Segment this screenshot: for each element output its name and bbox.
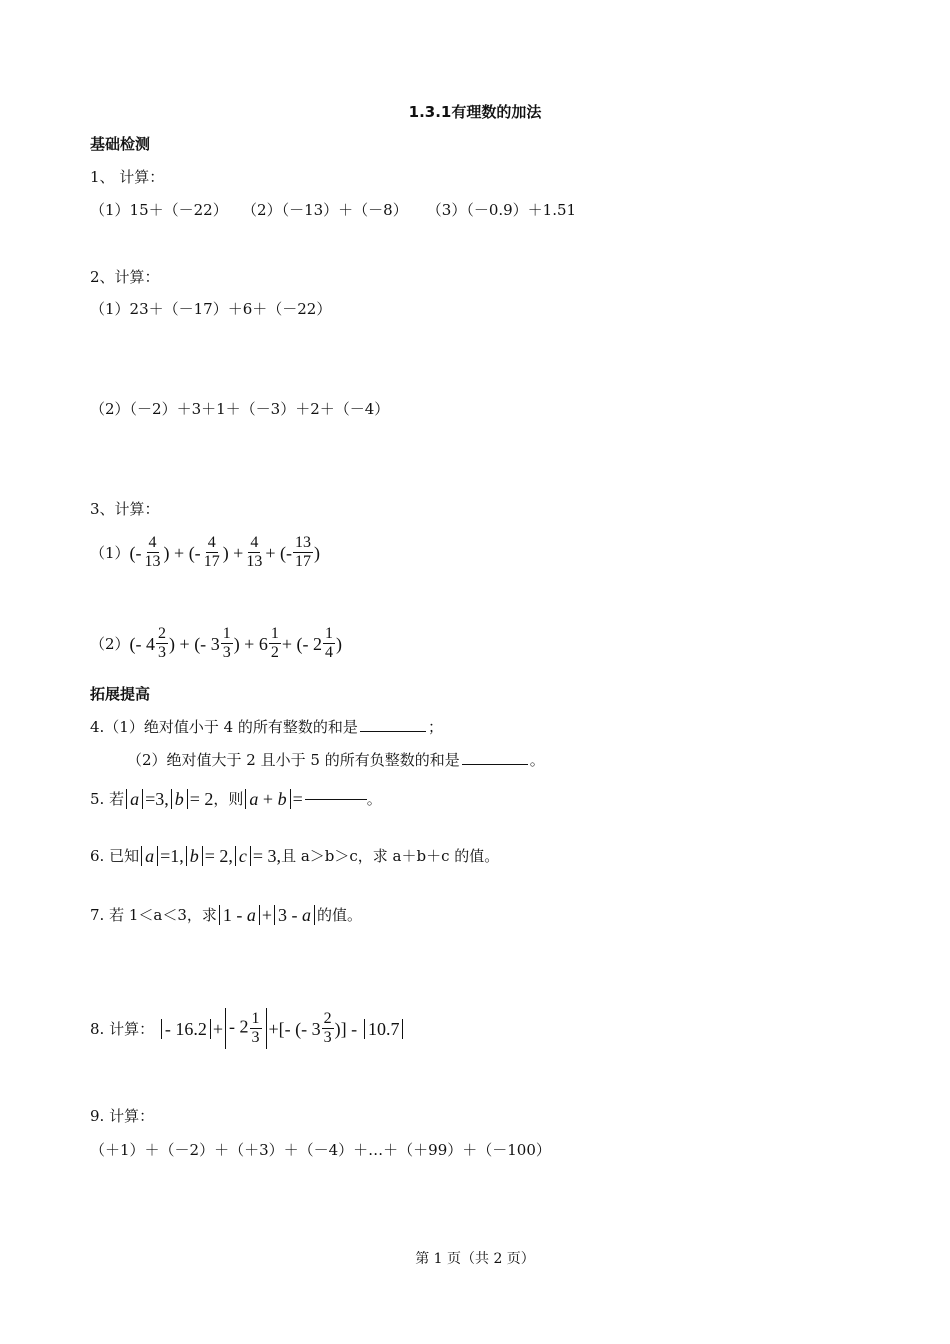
section-heading-extend: 拓展提高	[90, 685, 151, 703]
answer-blank[interactable]	[360, 731, 426, 732]
question-9-label: 9. 计算：	[90, 1107, 155, 1125]
question-9-expression: （＋1）＋（－2）＋（＋3）＋（－4）＋…＋（＋99）＋（－100）	[90, 1141, 551, 1159]
item-prefix: （1）	[90, 543, 130, 562]
fraction: $\frac{13}{17}$	[294, 534, 311, 570]
fraction: $\frac{1}{4}$	[324, 625, 333, 661]
question-1-label: 1、 计算：	[90, 168, 165, 186]
question-4-line-2: （2）绝对值大于 2 且小于 5 的所有负整数的和是 。	[127, 751, 545, 769]
fraction: $\frac{4}{17}$	[203, 534, 220, 570]
question-4-line-1: 4.（1）绝对值小于 4 的所有整数的和是 ；	[90, 718, 443, 736]
fraction: $\frac{4}{13}$	[144, 534, 161, 570]
question-1-items: （1）15＋（－22） （2）（－13）＋（－8） （3）（－0.9）＋1.51	[90, 201, 577, 219]
fraction: $\frac{2}{3}$	[158, 625, 167, 661]
fraction: $\frac{4}{13}$	[246, 534, 263, 570]
page-footer: 第 1 页（共 2 页）	[415, 1251, 535, 1267]
fraction: $\frac{1}{3}$	[251, 1010, 260, 1046]
fraction: $\frac{1}{2}$	[270, 625, 279, 661]
question-3-item-2: （2） (- 4 $\frac{2}{3}$ ) + (- 3 $\frac{1}{3}$ ) + 6 $\frac{1}{2}$ + (- 2 $\frac{1}{4}$ )	[90, 625, 342, 661]
fraction: $\frac{2}{3}$	[323, 1010, 332, 1046]
fraction: $\frac{1}{3}$	[222, 625, 231, 661]
answer-blank[interactable]	[305, 799, 367, 800]
item-prefix: （2）	[90, 634, 130, 653]
question-3-item-1: （1） (- $\frac{4}{13}$ ) + (- $\frac{4}{17}$ ) + $\frac{4}{13}$ + (- $\frac{13}{17}$ )	[90, 534, 320, 570]
question-8: 8. 计算： - 16.2 + - 2 $\frac{1}{3}$ +[- (- 3 $\frac{2}{3}$ )] - 10.7	[90, 1008, 405, 1049]
page-title: 1.3.1有理数的加法	[408, 103, 542, 121]
question-5: 5. 若 a =3, b = 2 ，则 a + b = 。	[90, 789, 382, 809]
question-7: 7. 若 1＜a＜3，求 1 - a + 3 - a 的值。	[90, 905, 363, 925]
question-2-item-2: （2）（－2）＋3＋1＋（－3）＋2＋（－4）	[90, 400, 390, 418]
answer-blank[interactable]	[462, 764, 528, 765]
question-3-label: 3、计算：	[90, 500, 160, 518]
section-heading-basic: 基础检测	[90, 135, 151, 153]
question-6: 6. 已知 a =1, b = 2, c = 3, 且 a＞b＞c，求 a＋b＋c 的值。	[90, 846, 500, 866]
question-2-label: 2、计算：	[90, 268, 160, 286]
question-2-item-1: （1）23＋（－17）＋6＋（－22）	[90, 300, 332, 318]
